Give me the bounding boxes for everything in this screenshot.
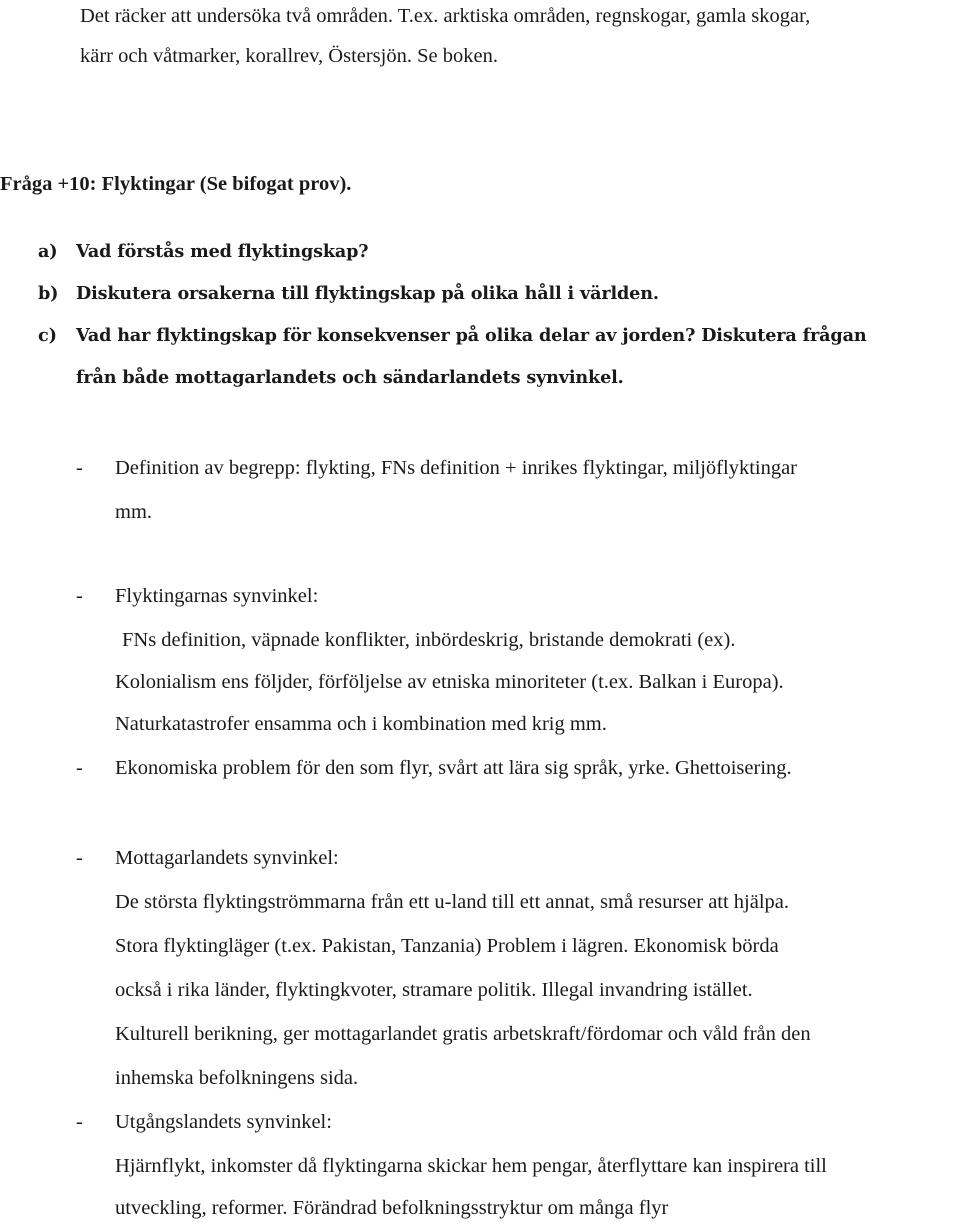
definition-line-2: mm.	[115, 501, 153, 523]
receiving-line-2: Stora flyktingläger (t.ex. Pakistan, Tanzania) Problem i lägren. Ekonomisk börda	[115, 935, 779, 957]
receiving-line-1: De största flyktingströmmarna från ett u-land till ett annat, små resurser att hjälpa.	[115, 891, 790, 913]
refugees-line-1: FNs definition, väpnade konflikter, inbördeskrig, bristande demokrati (ex).	[122, 629, 736, 651]
origin-line-2: utveckling, reformer. Förändrad befolkningsstryktur om många flyr	[115, 1197, 669, 1219]
economic-line: Ekonomiska problem för den som flyr, svårt att lära sig språk, yrke. Ghettoisering.	[115, 757, 792, 779]
question-item-c-text: Vad har flyktingskap för konsekvenser på olika delar av jorden? Diskutera frågan	[76, 325, 867, 346]
origin-heading: Utgångslandets synvinkel:	[115, 1111, 332, 1133]
question-item-b-text: Diskutera orsakerna till flyktingskap på olika håll i världen.	[76, 283, 659, 304]
definition-line-1: Definition av begrepp: flykting, FNs definition + inrikes flyktingar, miljöflyktingar	[115, 457, 798, 479]
bullet-dash: -	[76, 457, 83, 479]
receiving-line-4: Kulturell berikning, ger mottagarlandet gratis arbetskraft/fördomar och våld från den	[115, 1023, 811, 1045]
refugees-line-3: Naturkatastrofer ensamma och i kombination med krig mm.	[115, 713, 607, 735]
receiving-line-3: också i rika länder, flyktingkvoter, stramare politik. Illegal invandring istället.	[115, 979, 753, 1001]
bullet-dash: -	[76, 585, 83, 607]
origin-line-1: Hjärnflykt, inkomster då flyktingarna skickar hem pengar, återflyttare kan inspirera till	[115, 1155, 827, 1177]
receiving-line-5: inhemska befolkningens sida.	[115, 1067, 359, 1089]
intro-line-2: kärr och våtmarker, korallrev, Östersjön. Se boken.	[80, 45, 498, 67]
question-title: Fråga +10: Flyktingar (Se bifogat prov).	[0, 173, 352, 195]
refugees-line-2: Kolonialism ens följder, förföljelse av etniska minoriteter (t.ex. Balkan i Europa).	[115, 671, 784, 693]
receiving-heading: Mottagarlandets synvinkel:	[115, 847, 339, 869]
refugees-heading: Flyktingarnas synvinkel:	[115, 585, 319, 607]
bullet-dash: -	[76, 757, 83, 779]
intro-line-1: Det räcker att undersöka två områden. T.ex. arktiska områden, regnskogar, gamla skogar,	[80, 5, 811, 27]
bullet-dash: -	[76, 847, 83, 869]
bullet-dash: -	[76, 1111, 83, 1133]
question-item-b-marker: b)	[38, 283, 59, 304]
question-item-c-marker: c)	[38, 325, 57, 346]
question-item-a-text: Vad förstås med flyktingskap?	[76, 241, 369, 262]
question-item-c-continuation: från både mottagarlandets och sändarlandets synvinkel.	[76, 367, 624, 388]
question-item-a-marker: a)	[38, 241, 58, 262]
